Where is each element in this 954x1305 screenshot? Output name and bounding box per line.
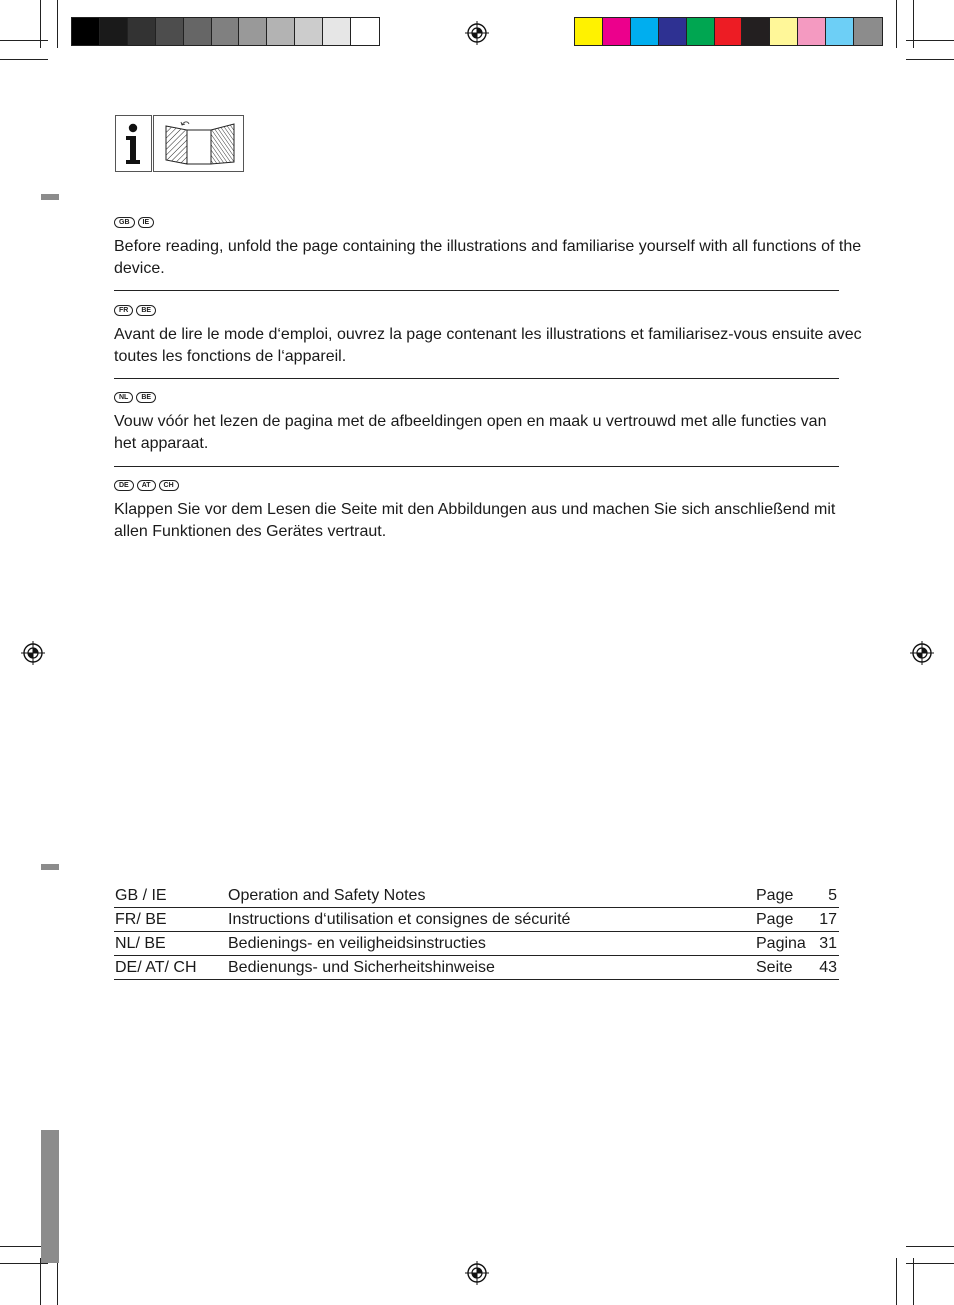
language-code-badge: BE	[136, 392, 156, 403]
crop-mark	[0, 59, 48, 60]
section-divider	[114, 290, 839, 291]
side-thumb-strip	[41, 1130, 59, 1263]
color-swatch	[826, 18, 854, 45]
side-tab-marker	[41, 864, 59, 870]
instruction-text: Klappen Sie vor dem Lesen die Seite mit den Abbildungen aus und machen Sie sich anschließend mit allen Funktionen des Gerätes vertraut.	[114, 501, 836, 540]
language-code-badge: NL	[114, 392, 133, 403]
language-codes	[114, 305, 866, 319]
crop-mark	[913, 1258, 914, 1305]
crop-mark	[40, 1258, 41, 1305]
info-icon	[115, 115, 152, 172]
color-swatch	[128, 18, 156, 45]
language-code-badge: IE	[138, 217, 155, 228]
color-swatch	[798, 18, 826, 45]
color-swatch	[854, 18, 882, 45]
toc-title: Bedienings- en veiligheidsinstructies	[228, 935, 486, 952]
language-code-badge: DE	[114, 480, 134, 491]
color-swatch	[212, 18, 240, 45]
color-swatch	[575, 18, 603, 45]
toc-page-number: 5	[828, 887, 837, 904]
language-codes	[114, 392, 866, 406]
process-color-bar	[574, 17, 883, 46]
crop-mark	[57, 1258, 58, 1305]
side-tab-marker	[41, 194, 59, 200]
crop-mark	[896, 1258, 897, 1305]
crop-mark	[57, 0, 58, 48]
color-swatch	[687, 18, 715, 45]
color-swatch	[100, 18, 128, 45]
color-swatch	[267, 18, 295, 45]
color-swatch	[659, 18, 687, 45]
color-swatch	[72, 18, 100, 45]
instruction-text: Before reading, unfold the page containing the illustrations and familiarise yourself with all functions of the device.	[114, 238, 862, 277]
table-row	[114, 932, 839, 956]
table-row	[114, 908, 839, 932]
registration-mark-icon	[465, 21, 489, 45]
toc-language: DE/ AT/ CH	[115, 959, 197, 976]
language-code-badge: AT	[137, 480, 156, 491]
language-codes	[114, 217, 866, 231]
table-row	[114, 884, 839, 908]
grey-color-bar	[71, 17, 380, 46]
toc-page-word: Seite	[756, 959, 793, 976]
toc-title: Instructions d‘utilisation et consignes de sécurité	[228, 911, 571, 928]
color-swatch	[239, 18, 267, 45]
crop-mark	[913, 0, 914, 48]
color-swatch	[295, 18, 323, 45]
color-swatch	[715, 18, 743, 45]
language-section-en	[114, 217, 866, 280]
crop-mark	[906, 1246, 954, 1247]
toc-language: NL/ BE	[115, 935, 166, 952]
color-swatch	[742, 18, 770, 45]
toc-page-word: Pagina	[756, 935, 806, 952]
color-swatch	[323, 18, 351, 45]
toc-page-word: Page	[756, 911, 794, 928]
language-codes	[114, 480, 866, 494]
unfold-page-icon	[153, 115, 244, 172]
registration-mark-icon	[910, 641, 934, 665]
toc-language: FR/ BE	[115, 911, 167, 928]
language-code-badge: CH	[159, 480, 179, 491]
section-divider	[114, 466, 839, 467]
instruction-text: Avant de lire le mode d‘emploi, ouvrez la page contenant les illustrations et familiarisez-vous ensuite avec toutes les fonctions de l‘appareil.	[114, 326, 862, 365]
toc-page-number: 31	[819, 935, 837, 952]
language-code-badge: GB	[114, 217, 135, 228]
toc-language: GB / IE	[115, 887, 167, 904]
toc-page-number: 17	[819, 911, 837, 928]
instruction-text: Vouw vóór het lezen de pagina met de afbeeldingen open en maak u vertrouwd met alle functies van het apparaat.	[114, 413, 827, 452]
registration-mark-icon	[21, 641, 45, 665]
color-swatch	[603, 18, 631, 45]
color-swatch	[770, 18, 798, 45]
color-swatch	[351, 18, 379, 45]
crop-mark	[906, 59, 954, 60]
toc-title: Operation and Safety Notes	[228, 887, 426, 904]
toc-page-word: Page	[756, 887, 794, 904]
crop-mark	[896, 0, 897, 48]
section-divider	[114, 378, 839, 379]
toc-page-number: 43	[819, 959, 837, 976]
color-swatch	[156, 18, 184, 45]
color-swatch	[631, 18, 659, 45]
table-row	[114, 956, 839, 980]
language-section-fr	[114, 305, 866, 368]
registration-mark-icon	[465, 1261, 489, 1285]
toc-title: Bedienungs- und Sicherheitshinweise	[228, 959, 495, 976]
language-code-badge: FR	[114, 305, 133, 316]
language-code-badge: BE	[136, 305, 156, 316]
crop-mark	[40, 0, 41, 48]
table-of-contents	[114, 884, 839, 980]
language-section-nl	[114, 392, 866, 455]
language-section-de	[114, 480, 866, 543]
color-swatch	[184, 18, 212, 45]
